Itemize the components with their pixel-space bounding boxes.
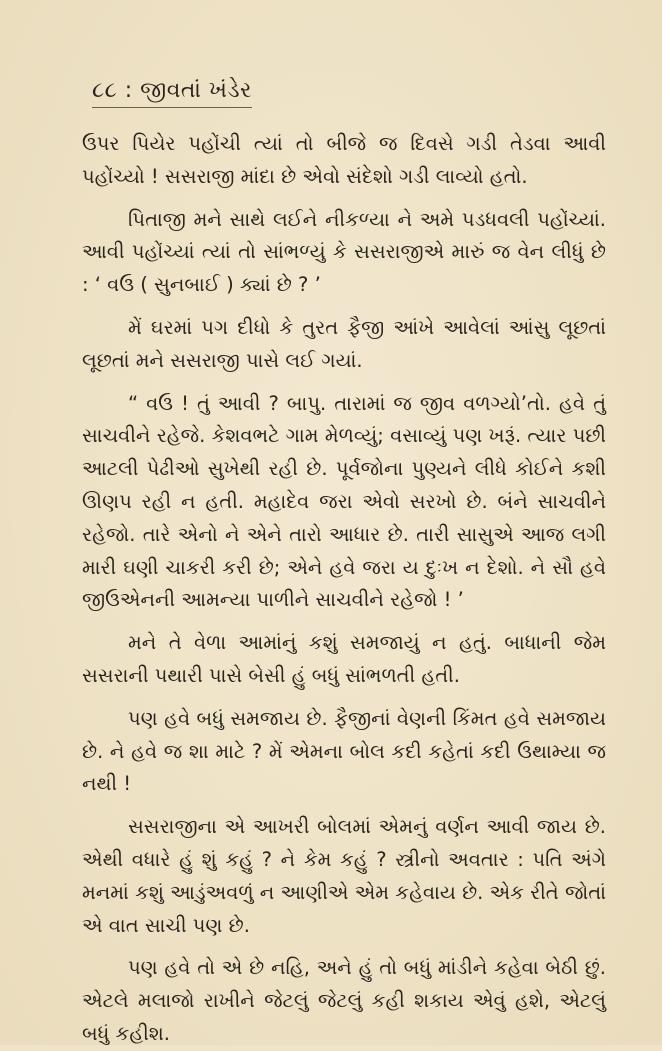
running-title: જીવતાં ખંડેર [140, 78, 252, 103]
paragraph-4: “ વઉ ! તું આવી ? બાપુ. તારામાં જ જીવ વળગ્યો’તો. હવે તું સાચવીને રહેજે. કેશવભટે ગામ મેળવ્યું; વસાવ્યું પણ ખરૂં. ત્યાર પછી આટલી પેઢીઓ સુખેથી રહી છે. પૂર્વજોના પુણ્યને લીધે કોઈને કશી ઊણપ રહી ન હતી. મહાદેવ જરા એવો સરખો છે. બંને સાચવીને રહેજો. તારે એનો ને એને તારો આધાર છે. તારી સાસુએ આજ લગી મારી ઘણી ચાકરી કરી છે; એને હવે જરા ય દુઃખ ન દેશો. ને સૌ હવે જીઉએનની આમન્યા પાળીને સાચવીને રહેજો ! ’ [82, 391, 606, 612]
page-number: ૮૮ [92, 78, 118, 103]
paragraph-7: સસરાજીના એ આખરી બોલમાં એમનું વર્ણન આવી જાય છે. એથી વધારે હું શું કહું ? ને કેમ કહું ? સ્ત્રીનો અવતાર : પતિ અંગે મનમાં કશું આડુંઅવળું ન આણીએ એમ કહેવાય છે. એક રીતે જોતાં એ વાત સાચી પણ છે. [82, 815, 606, 937]
page-body [82, 128, 606, 1051]
paragraph-6: પણ હવે બધું સમજાય છે. ફૈજીનાં વેણની કિંમત હવે સમજાય છે. ને હવે જ શા માટે ? મેં એમના બોલ કદી કહેતાં કદી ઉથામ્યા જ નથી ! [82, 706, 606, 796]
paragraph-3: મેં ઘરમાં પગ દીધો કે તુરત ફૈજી આંખે આવેલાં આંસુ લૂછતાં લૂછતાં મને સસરાજી પાસે લઈ ગયાં. [82, 315, 606, 372]
paragraph-5: મને તે વેળા આમાંનું કશું સમજાયું ન હતું. બાધાની જેમ સસરાની પથારી પાસે બેસી હું બધું સાંભળતી હતી. [82, 631, 606, 687]
header-separator: : [124, 78, 133, 103]
running-header [92, 78, 252, 108]
paragraph-2: પિતાજી મને સાથે લઈને નીકળ્યા ને અમે પડધવલી પહોંચ્યાં. આવી પહોંચ્યાં ત્યાં તો સાંભળ્યું કે સસરાજીએ મારું જ વેન લીધું છે : ‘ વઉ ( સુનબાઈ ) ક્યાં છે ? ’ [82, 207, 606, 297]
paragraph-8: પણ હવે તો એ છે નહિ, અને હું તો બધું માંડીને કહેવા બેઠી છું. એટલે મલાજો રાખીને જેટલું જેટલું કહી શકાય એવું હશે, એટલું બધું કહીશ. [82, 956, 606, 1045]
paragraph-1: ઉપર પિયેર પહોંચી ત્યાં તો બીજે જ દિવસે ગડી તેડવા આવી પહોંચ્યો ! સસરાજી માંદા છે એવો સંદેશો ગડી લાવ્યો હતો. [82, 132, 606, 188]
